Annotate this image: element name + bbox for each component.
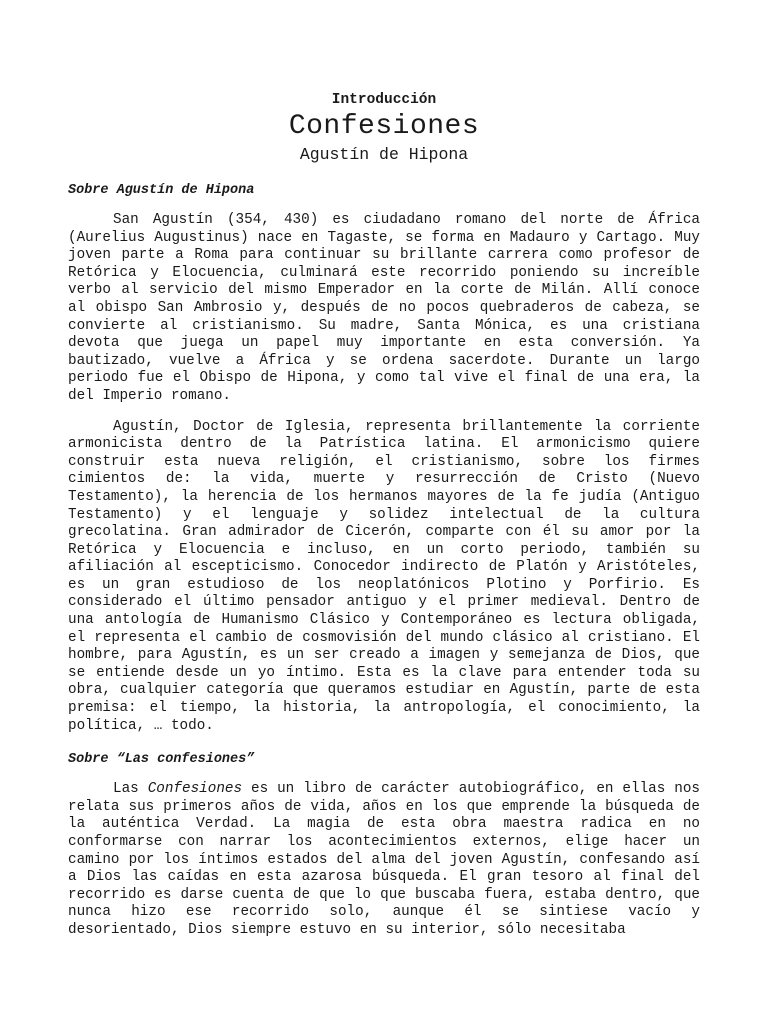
paragraph-body-text: es un libro de carácter autobiográfico, en ellas nos relata sus primeros años de vida, años en los que emprende la búsqueda de la auténtica Verdad. La magia de esta obra maestra radica en no conformarse con narrar los acontecimientos externos, elige hacer un camino por los íntimos estados del alma del joven Agustín, confesando así a Dios las caídas en esta azarosa búsqueda. El gran tesoro al final del recorrido es darse cuenta de que lo que buscaba fuera, estaba dentro, que nunca hizo ese recorrido solo, aunque él se sintiese vacío y desorientado, Dios siempre estuvo en su interior, sólo necesitaba	[68, 781, 700, 938]
paragraph-biography: San Agustín (354, 430) es ciudadano romano del norte de África (Aurelius Augustinus) nace en Tagaste, se forma en Madauro y Cartago. Muy joven parte a Roma para continuar su brillante carrera como profesor de Retórica y Elocuencia, culminará este recorrido poniendo su increíble verbo al servicio del mismo Emperador en la corte de Milán. Allí conoce al obispo San Ambrosio y, después de no pocos quebraderos de cabeza, se convierte al cristianismo. Su madre, Santa Mónica, es una cristiana devota que juega un papel muy importante en esta conversión. Ya bautizado, vuelve a África y se ordena sacerdote. Durante un largo periodo fue el Obispo de Hipona, y como tal vive el final de una era, la del Imperio romano.	[68, 212, 700, 404]
paragraph-lead-text: Las	[113, 781, 148, 798]
paragraph-confessions	[68, 781, 700, 939]
paragraph-doctrine: Agustín, Doctor de Iglesia, representa brillantemente la corriente armonicista dentro de la Patrística latina. El armonicismo quiere construir esta nueva religión, el cristianismo, sobre los firmes cimientos de: la vida, muerte y resurrección de Cristo (Nuevo Testamento), la herencia de los hermanos mayores de la fe judía (Antiguo Testamento) y el lenguaje y solidez intelectual de la cultura grecolatina. Gran admirador de Cicerón, comparte con él su amor por la Retórica y Elocuencia e incluso, en un corto periodo, también su afiliación al escepticismo. Conocedor indirecto de Platón y Aristóteles, es un gran estudioso de los neoplatónicos Plotino y Porfirio. Es considerado el último pensador antiguo y el primer medieval. Dentro de una antología de Humanismo Clásico y Contemporáneo es lectura obligada, el representa el cambio de cosmovisión del mundo clásico al cristiano. El hombre, para Agustín, es un ser creado a imagen y semejanza de Dios, que se entiende desde un yo íntimo. Esta es la clave para entender toda su obra, cualquier categoría que queramos estudiar en Agustín, parte de esta premisa: el tiempo, la historia, la antropología, el conocimiento, la política, … todo.	[68, 418, 700, 734]
section-heading-about-author: Sobre Agustín de Hipona	[68, 183, 255, 198]
section-label: Introducción	[331, 92, 437, 108]
section-heading-about-confessions: Sobre “Las confesiones”	[68, 752, 255, 768]
document-page	[68, 90, 700, 953]
document-title: Confesiones	[288, 111, 480, 142]
document-author: Agustín de Hipona	[299, 145, 469, 164]
work-title-italic: Confesiones	[147, 781, 243, 798]
